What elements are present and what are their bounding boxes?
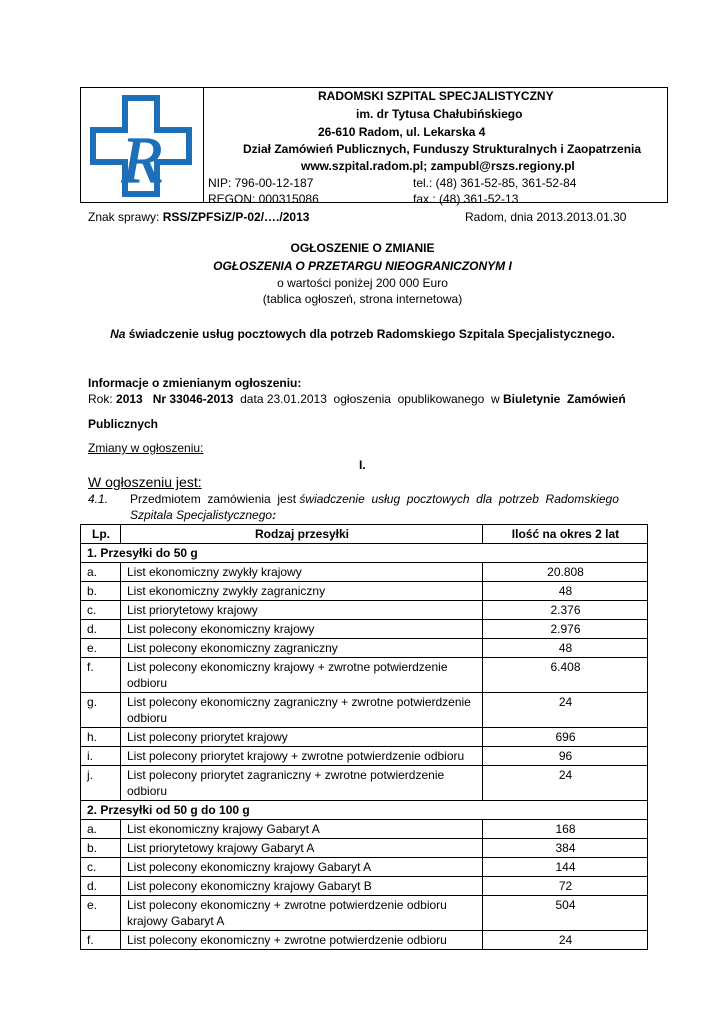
row-qty: 144 (483, 858, 648, 877)
row-lp: c. (81, 601, 121, 620)
row-lp: b. (81, 839, 121, 858)
row-type: List ekonomiczny zwykły zagraniczny (121, 582, 483, 601)
hospital-department: Dział Zamówień Publicznych, Funduszy Strukturalnych i Zaopatrzenia (243, 142, 642, 156)
table-row (81, 766, 648, 801)
notice-subject (0, 327, 725, 341)
row-type: List polecony ekonomiczny krajowy (121, 620, 483, 639)
info-bulletin-1: Biuletynie Zamówień (503, 392, 626, 406)
point-number: 4.1. (88, 492, 109, 506)
table-row (81, 658, 648, 693)
case-reference-label: Znak sprawy: (88, 210, 163, 224)
row-lp: b. (81, 582, 121, 601)
notice-publication: (tablica ogłoszeń, strona internetowa) (262, 292, 463, 306)
point-colon: : (272, 508, 277, 522)
row-qty: 48 (483, 639, 648, 658)
table-row (81, 601, 648, 620)
row-type: List priorytetowy krajowy (121, 601, 483, 620)
row-lp: g. (81, 693, 121, 728)
notice-subject-text: świadczenie usług pocztowych dla potrzeb Radomskiego Szpitala Specjalistycznego. (125, 327, 615, 341)
table-section-row (81, 801, 648, 820)
info-line (88, 392, 626, 406)
notice-value-line: o wartości poniżej 200 000 Euro (277, 276, 448, 290)
row-lp: i. (81, 747, 121, 766)
row-qty: 24 (483, 766, 648, 801)
table-row (81, 877, 648, 896)
notice-subject-prefix: Na (110, 327, 126, 341)
row-lp: d. (81, 877, 121, 896)
header-qty: Ilość na okres 2 lat (483, 525, 648, 544)
point-italic-1: świadczenie usług pocztowych dla potrzeb Radomskiego (299, 492, 619, 506)
row-qty: 696 (483, 728, 648, 747)
row-type: List polecony ekonomiczny + zwrotne potwierdzenie odbioru krajowy Gabaryt A (121, 896, 483, 931)
logo-letter: R (121, 124, 163, 197)
table-row (81, 563, 648, 582)
table-row (81, 639, 648, 658)
info-nr-value: Nr 33046-2013 (152, 392, 234, 406)
changes-heading: Zmiany w ogłoszeniu: (88, 441, 204, 455)
row-type: List polecony priorytet krajowy (121, 728, 483, 747)
info-date-text: data 23.01.2013 ogłoszenia opublikowanego w (233, 392, 503, 406)
row-lp: j. (81, 766, 121, 801)
row-qty: 6.408 (483, 658, 648, 693)
document-date: Radom, dnia 2013.2013.01.30 (465, 210, 627, 224)
header-lp: Lp. (81, 525, 121, 544)
table-row (81, 728, 648, 747)
row-qty: 2.976 (483, 620, 648, 639)
letterhead-divider (203, 88, 204, 202)
row-lp: d. (81, 620, 121, 639)
point-text-line1 (130, 492, 619, 506)
table-row (81, 747, 648, 766)
changes-roman: I. (359, 458, 366, 472)
header-type: Rodzaj przesyłki (121, 525, 483, 544)
row-qty: 20.808 (483, 563, 648, 582)
row-lp: h. (81, 728, 121, 747)
point-italic-2: Szpitala Specjalistycznego (130, 508, 273, 522)
row-type: List polecony ekonomiczny krajowy Gabaryt A (121, 858, 483, 877)
section-title: 2. Przesyłki od 50 g do 100 g (81, 801, 648, 820)
row-lp: f. (81, 931, 121, 950)
row-qty: 24 (483, 693, 648, 728)
row-type: List polecony ekonomiczny zagraniczny + zwrotne potwierdzenie odbioru (121, 693, 483, 728)
row-qty: 384 (483, 839, 648, 858)
table-section-row (81, 544, 648, 563)
table-header-row (81, 525, 648, 544)
hospital-web-email: www.szpital.radom.pl; zampubl@rszs.regiony.pl (301, 159, 575, 173)
notice-title: OGŁOSZENIE O ZMIANIE (290, 241, 435, 255)
row-type: List polecony priorytet zagraniczny + zwrotne potwierdzenie odbioru (121, 766, 483, 801)
hospital-regon: REGON: 000315086 (208, 192, 319, 206)
hospital-patron: im. dr Tytusa Chałubińskiego (356, 107, 523, 121)
row-qty: 168 (483, 820, 648, 839)
hospital-address: 26-610 Radom, ul. Lekarska 4 (318, 125, 486, 139)
hospital-cross-logo-icon (89, 94, 193, 198)
table-row (81, 858, 648, 877)
row-type: List polecony ekonomiczny krajowy Gabaryt B (121, 877, 483, 896)
info-rok-value: 2013 (116, 392, 143, 406)
row-type: List polecony priorytet krajowy + zwrotne potwierdzenie odbioru (121, 747, 483, 766)
table-row (81, 820, 648, 839)
point-text-line2 (130, 508, 276, 522)
row-type: List priorytetowy krajowy Gabaryt A (121, 839, 483, 858)
table-row (81, 896, 648, 931)
hospital-tel: tel.: (48) 361-52-85, 361-52-84 (413, 176, 577, 190)
row-type: List polecony ekonomiczny zagraniczny (121, 639, 483, 658)
info-rok-label: Rok: (88, 392, 117, 406)
hospital-nip: NIP: 796-00-12-187 (208, 176, 314, 190)
hospital-name: RADOMSKI SZPITAL SPECJALISTYCZNY (318, 89, 554, 103)
row-qty: 72 (483, 877, 648, 896)
postal-items-table (80, 524, 648, 950)
row-lp: e. (81, 896, 121, 931)
notice-subtitle: OGŁOSZENIA O PRZETARGU NIEOGRANICZONYM I (213, 259, 512, 273)
row-qty: 96 (483, 747, 648, 766)
row-lp: a. (81, 563, 121, 582)
hospital-fax: fax.: (48) 361-52-13 (413, 192, 519, 206)
row-qty: 24 (483, 931, 648, 950)
row-lp: a. (81, 820, 121, 839)
point-text: Przedmiotem zamówienia jest (130, 492, 300, 506)
row-qty: 2.376 (483, 601, 648, 620)
section-title: 1. Przesyłki do 50 g (81, 544, 648, 563)
row-qty: 48 (483, 582, 648, 601)
table-row (81, 839, 648, 858)
info-bulletin-2: Publicznych (88, 417, 159, 431)
table-row (81, 582, 648, 601)
row-qty: 504 (483, 896, 648, 931)
table-row (81, 931, 648, 950)
row-type: List ekonomiczny krajowy Gabaryt A (121, 820, 483, 839)
case-reference-value: RSS/ZPFSiZ/P-02/…./2013 (162, 210, 310, 224)
table-row (81, 693, 648, 728)
info-heading: Informacje o zmienianym ogłoszeniu: (88, 376, 302, 390)
row-lp: f. (81, 658, 121, 693)
row-lp: c. (81, 858, 121, 877)
case-reference (88, 210, 309, 224)
row-type: List polecony ekonomiczny krajowy + zwrotne potwierdzenie odbioru (121, 658, 483, 693)
changes-is-heading: W ogłoszeniu jest: (88, 474, 202, 490)
row-type: List ekonomiczny zwykły krajowy (121, 563, 483, 582)
row-type: List polecony ekonomiczny + zwrotne potwierdzenie odbioru (121, 931, 483, 950)
row-lp: e. (81, 639, 121, 658)
table-row (81, 620, 648, 639)
